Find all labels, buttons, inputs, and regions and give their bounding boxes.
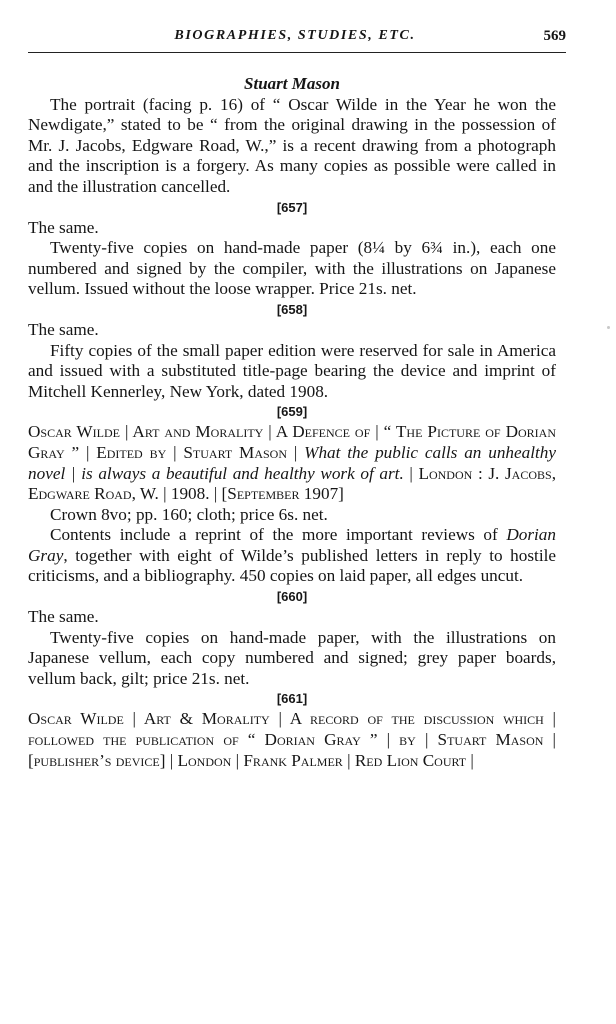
entry-number-659: [659]	[276, 404, 308, 420]
entry-number-657: [657]	[276, 199, 308, 215]
entry-661-title: Oscar Wilde | Art & Morality | A record of the discussion which | followed the publication of “ Dorian Gray ” | by | Stuart Mason | [publisher’s device] | London | Frank Palmer | Red Lion Court |	[28, 709, 556, 770]
paragraph-portrait-note: The portrait (facing p. 16) of “ Oscar Wilde in the Year he won the Newdigate,” stated to be “ from the original drawing in the possession of Mr. J. Jacobs, Edgware Road, W.,” is a recent drawing from a photograph and the inscription is a forgery. As many copies as possible were called in and the illustration cancelled.	[28, 94, 556, 196]
running-head: BIOGRAPHIES, STUDIES, ETC.	[174, 28, 416, 43]
entry-660-body: Twenty-five copies on hand-made paper, with the illustrations on Japanese vellum, each copy numbered and signed; grey paper boards, vellum back, gilt; price 21s. net.	[28, 627, 556, 688]
section-title: Stuart Mason	[244, 74, 340, 93]
entry-657-lead: The same.	[28, 217, 99, 237]
page-header	[28, 26, 566, 48]
entry-659-title-part3: | London : J. Jacobs, Edgware Road, W. | 1908. | [September 1907]	[28, 463, 556, 504]
entry-659-contents-title: Dorian Gray	[28, 525, 556, 565]
entry-658-lead: The same.	[28, 319, 99, 339]
entry-657-body: Twenty-five copies on hand-made paper (8¼ by 6¾ in.), each one numbered and signed by the compiler, with the illustrations on Japanese vellum. Issued without the loose wrapper. Price 21s. net.	[28, 238, 556, 299]
entry-659-contents-a: Contents include a reprint of the more important reviews of	[50, 525, 507, 545]
entry-659-title	[28, 422, 556, 504]
entry-number-658: [658]	[276, 301, 308, 317]
entry-659-motto: What the public calls an unhealthy novel | is always a beautiful and healthy work of art.	[28, 442, 556, 483]
entry-659-contents-c: , together with eight of Wilde’s published letters in reply to hostile criticisms, and a bibliography. 450 copies on laid paper, all edges uncut.	[28, 545, 556, 586]
entry-659-title-part1: Oscar Wilde | Art and Morality | A Defence of | “ The Picture of Dorian Gray ” | Edited by | Stuart Mason |	[28, 422, 556, 462]
page-body	[28, 74, 556, 771]
entry-658-body: Fifty copies of the small paper edition were reserved for sale in America and issued with a substituted title-page bearing the device and imprint of Mitchell Kennerley, New York, dated 1908.	[28, 340, 556, 401]
entry-660-lead: The same.	[28, 607, 99, 627]
entry-number-661: [661]	[276, 691, 308, 707]
entry-659-contents	[28, 525, 556, 587]
page-number: 569	[543, 28, 566, 44]
entry-659-format: Crown 8vo; pp. 160; cloth; price 6s. net.	[50, 504, 328, 524]
margin-speck	[607, 326, 610, 329]
header-rule	[28, 52, 566, 53]
entry-number-660: [660]	[276, 589, 308, 605]
